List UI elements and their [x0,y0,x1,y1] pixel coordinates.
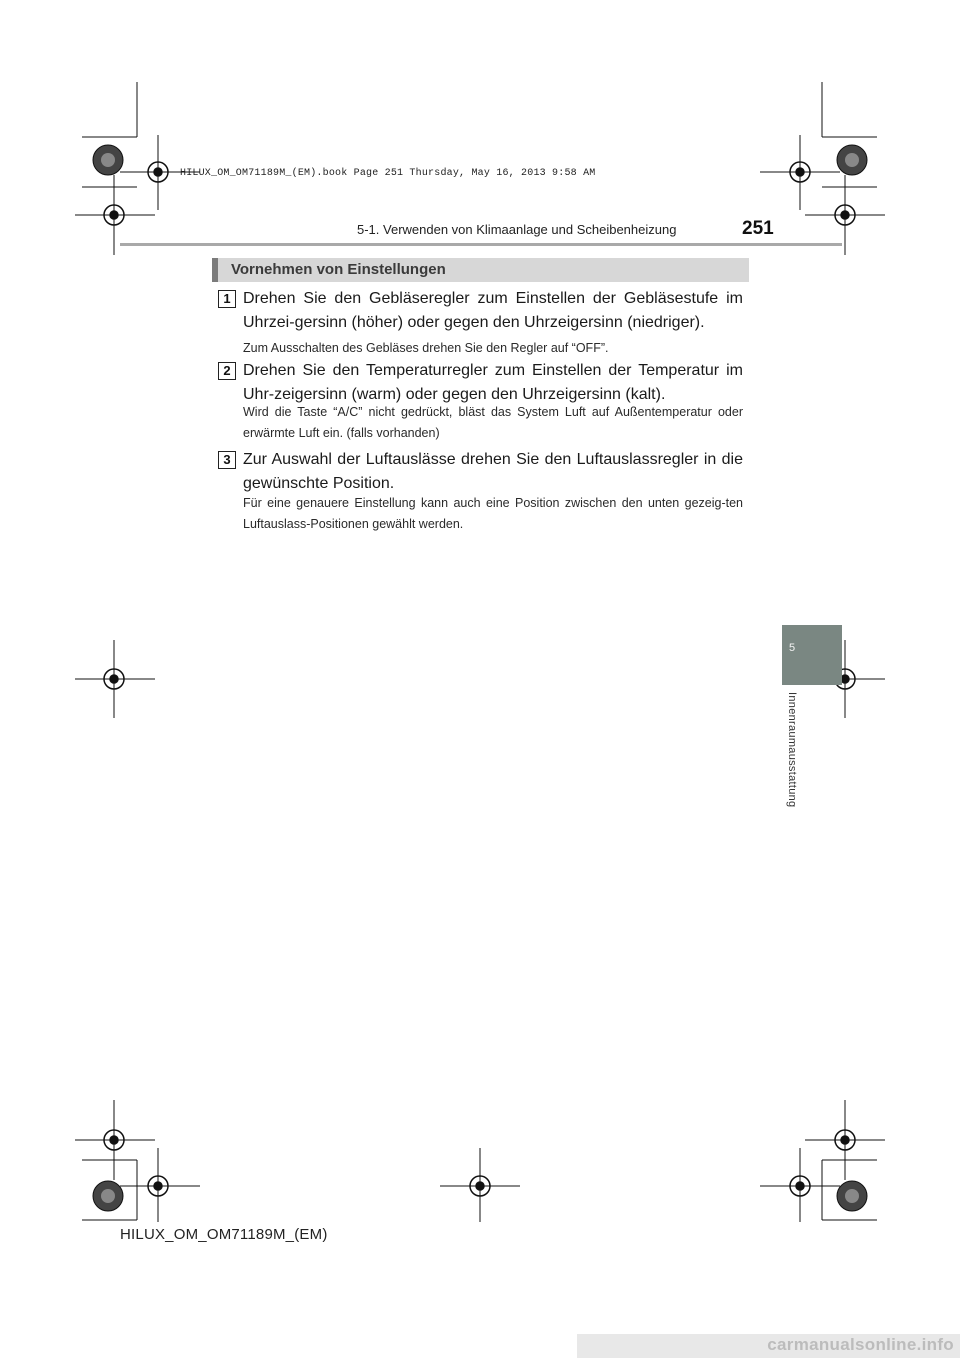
header-rule [120,243,842,246]
step-2-note: Wird die Taste “A/C” nicht gedrückt, bläst das System Luft auf Außentemperatur oder erwärmte Luft ein. (falls vorhanden) [243,405,743,440]
watermark-banner [577,1334,960,1358]
chapter-section-reference: 5-1. Verwenden von Klimaanlage und Scheibenheizung [357,222,677,237]
chapter-tab-number: 5 [789,642,796,654]
chapter-tab-label: Innenraumausstattung [786,692,798,808]
watermark-text: carmanualsonline.info [767,1335,954,1354]
chapter-side-tab [782,625,842,685]
step-1-note: Zum Ausschalten des Gebläses drehen Sie den Regler auf “OFF”. [243,341,609,355]
step-number-3: 3 [218,451,236,469]
page-number: 251 [742,218,774,239]
step-number-1: 1 [218,290,236,308]
print-info-line: HILUX_OM_OM71189M_(EM).book Page 251 Thursday, May 16, 2013 9:58 AM [180,168,596,179]
section-heading [212,258,749,282]
footer-document-code: HILUX_OM_OM71189M_(EM) [120,1226,328,1243]
step-2-text: Drehen Sie den Temperaturregler zum Einstellen der Temperatur im Uhr-zeigersinn (warm) oder gegen den Uhrzeigersinn (kalt). [243,362,743,403]
step-1-text: Drehen Sie den Gebläseregler zum Einstellen der Gebläsestufe im Uhrzei-gersinn (höher) oder gegen den Uhrzeigersinn (niedriger). [243,290,743,331]
step-3-text: Zur Auswahl der Luftauslässe drehen Sie den Luftauslassregler in die gewünschte Position. [243,451,743,492]
step-3-note: Für eine genauere Einstellung kann auch eine Position zwischen den unten gezeig-ten Luftauslass-Positionen gewählt werden. [243,496,743,531]
step-number-2: 2 [218,362,236,380]
section-heading-title: Vornehmen von Einstellungen [231,261,446,278]
